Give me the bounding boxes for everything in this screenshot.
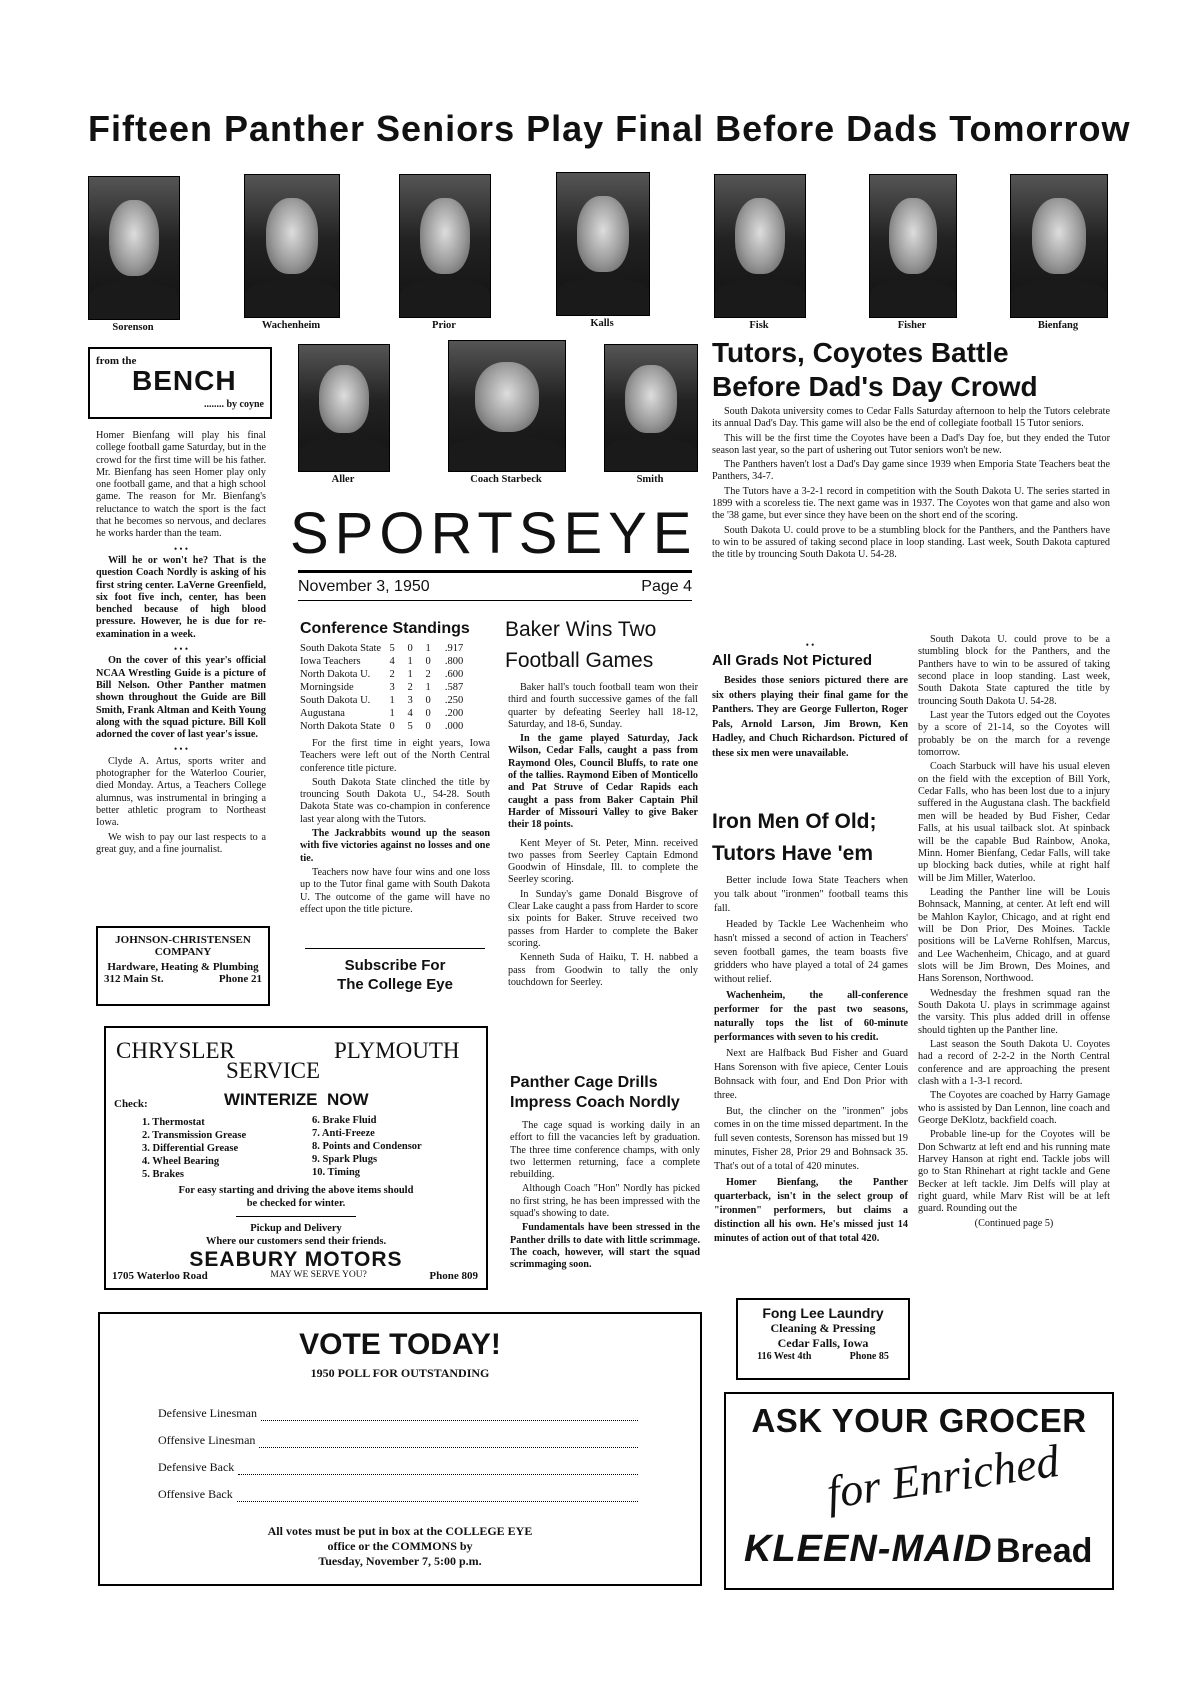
- chrysler-pickup-block: [106, 1222, 486, 1248]
- player-photo-fisher: [869, 174, 955, 331]
- standings-cell: 5: [407, 721, 413, 732]
- checklist-item: 9. Spark Plugs: [312, 1154, 378, 1165]
- standings-cell: 3: [389, 682, 395, 693]
- photo-caption: Bienfang: [1037, 320, 1079, 331]
- baker-p3: Kent Meyer of St. Peter, Minn. received two passes from Seerley Captain Edmond Goodwin of Hinsdale, Ill. to complete the Seerley scoring.: [508, 837, 698, 886]
- standings-cell: 0: [425, 721, 431, 732]
- iron-headline: [712, 806, 876, 870]
- masthead-rule-2: [298, 600, 692, 601]
- portrait-image: [556, 172, 650, 316]
- chrysler-note2: be checked for winter.: [246, 1198, 346, 1209]
- fong-lee-laundry-ad: [736, 1298, 910, 1380]
- cage-p1: The cage squad is working daily in an effort to fill the vacancies left by graduation. The three time conference champs, with only two lettermen returning, face a complete rebuilding.: [510, 1120, 700, 1181]
- photo-caption: Aller: [331, 474, 355, 485]
- team-name: North Dakota State: [300, 721, 382, 732]
- ballot-label: Defensive Linesman: [158, 1406, 257, 1420]
- vote-foot1: All votes must be put in box at the COLLEGE EYE: [267, 1524, 533, 1538]
- standings-cell: 1: [425, 643, 431, 654]
- photo-caption: Kalls: [590, 318, 614, 329]
- baker-title1: Baker Wins Two: [505, 618, 657, 641]
- chrysler-left: CHRYSLER: [116, 1038, 235, 1063]
- masthead-dateline: [298, 578, 692, 596]
- tutors-p2: This will be the first time the Coyotes have been a Dad's Day foe, but they ended the Tutor season last year, so the part of ushering out Tutor seniors won't be new.: [712, 432, 1110, 456]
- grocer-bread: Bread: [996, 1532, 1093, 1570]
- baker-p1: Baker hall's touch football team won their third and fourth successive games of the fall quarter by defeating Seerley hall 18-12, Saturday, and 18-6, Sunday.: [508, 682, 698, 730]
- chrysler-check: Check:: [114, 1098, 148, 1110]
- checklist-item: 10. Timing: [312, 1167, 361, 1178]
- photo-caption: Sorenson: [112, 322, 154, 333]
- bench-sep-3: • • •: [174, 744, 188, 755]
- subscribe-line2: The College Eye: [337, 976, 453, 993]
- seabury-motors: SEABURY MOTORS: [189, 1248, 403, 1271]
- masthead-title-wrap: [290, 500, 698, 567]
- iron-title1: Iron Men Of Old;: [712, 810, 877, 833]
- standings-row: [298, 681, 471, 694]
- checklist-item: 3. Differential Grease: [142, 1143, 239, 1154]
- ballot-entry[interactable]: [158, 1475, 638, 1502]
- masthead-page: Page 4: [641, 578, 692, 595]
- baker-p4: In Sunday's game Donald Bisgrove of Clear Lake caught a pass from Harder to score six points for Baker. Struve received two passes from Harder to complete the Baker scoring.: [508, 888, 698, 949]
- chrysler-where: Where our customers send their friends.: [205, 1236, 387, 1247]
- fong-addr: 116 West 4th: [757, 1351, 812, 1362]
- baker-headline: [505, 614, 656, 676]
- chrysler-checklist-right: [312, 1114, 422, 1179]
- portrait-image: [399, 174, 491, 318]
- right-p1: South Dakota U. could prove to be a stumbling block for the Panthers, and the Panthers have to win to be assured of taking second place in loop standing. Last week, South Dakota State captured the title by trouncing South Dakota U. 54-28.: [918, 634, 1110, 707]
- photo-caption: Wachenheim: [261, 320, 321, 331]
- photo-caption: Smith: [636, 474, 664, 485]
- chrysler-note: [106, 1184, 486, 1210]
- baker-p2: In the game played Saturday, Jack Wilson, Cedar Falls, caught a pass from Raymond Oles, Council Bluffs, to rate one of the tallies. Raymond Eiben of Monticello and Pat Struve of Cedar Rapids each caught a pass from Baker Captain Phil Harder of Missouri Valley to give Baker their 18 points.: [508, 733, 698, 831]
- standings-cell: 0: [389, 721, 395, 732]
- checklist-item: 1. Thermostat: [142, 1117, 205, 1128]
- fong-line: Cleaning & Pressing: [770, 1321, 876, 1335]
- player-photo-prior: [399, 174, 489, 331]
- checklist-item: 4. Wheel Bearing: [142, 1156, 220, 1167]
- photo-caption: Prior: [432, 320, 456, 331]
- tutors-title1: Tutors, Coyotes Battle: [712, 337, 1009, 368]
- right-p4: Leading the Panther line will be Louis Bohnsack, Manning, at center. At left end will be Mahlon Kaylor, Chicago, and at right end will be Don Prior, Des Moines. Tackle positions will be LaVerne Rohlfsen, Marcus, and Lee Wachenheim, Chicago, and at guard slots will be Jim Brown, Des Moines, and Hans Sorenson, Northwood.: [918, 886, 1110, 985]
- vote-footer: [100, 1524, 700, 1569]
- standings-cell: 1: [389, 708, 395, 719]
- photo-caption: Fisk: [749, 320, 769, 331]
- johnson-line: Hardware, Heating & Plumbing: [107, 961, 259, 973]
- photo-caption: Coach Starbeck: [470, 474, 542, 485]
- bench-p1: Homer Bienfang will play his final college football game Saturday, but in the crowd for the first time will be his father. Mr. Bienfang has seen Homer play only one football game, and that a high school game. The reason for Mr. Bienfang's reluctance to watch the sport is the fact that he becomes so nervous, and declares he works harder than the team.: [96, 430, 266, 540]
- standings-cell: 0: [407, 643, 413, 654]
- bench-from: from the: [96, 355, 137, 367]
- checklist-item: 6. Brake Fluid: [312, 1115, 377, 1126]
- cage-title1: Panther Cage Drills: [510, 1074, 658, 1091]
- iron-p2: Headed by Tackle Lee Wachenheim who hasn't missed a second of action in Teachers' seven football games, the team boasts five gridders who have played a total of 24 games without relief.: [714, 918, 908, 986]
- player-photo-coach-starbeck: [448, 340, 564, 485]
- player-photo-kalls: [556, 172, 648, 329]
- bench-sep-2: • • •: [174, 644, 188, 655]
- checklist-item: 2. Transmission Grease: [142, 1130, 247, 1141]
- johnson-phone: Phone 21: [218, 973, 262, 985]
- standings-cell: 1: [389, 695, 395, 706]
- johnson-addr: 312 Main St.: [104, 973, 164, 985]
- masthead-title: SPORTS EYE: [290, 501, 698, 566]
- iron-column: [714, 874, 908, 1248]
- standings-cell: .587: [444, 682, 464, 693]
- bench-header-box: [88, 347, 272, 419]
- standings-row: [298, 720, 471, 733]
- player-photo-fisk: [714, 174, 804, 331]
- team-name: South Dakota U.: [300, 695, 371, 706]
- chrysler-footer: [112, 1270, 478, 1282]
- johnson-christensen-ad: [96, 926, 270, 1006]
- iron-p6: Homer Bienfang, the Panther quarterback, isn't in the select group of "ironmen" performers, but claims a distinction all his own. He's missed just 14 minutes of action out of that total 420.: [714, 1177, 908, 1244]
- iron-p1: Better include Iowa State Teachers when you talk about "ironmen" football teams this fall.: [714, 875, 908, 914]
- kleen-maid-bread-ad: [724, 1392, 1114, 1590]
- subscribe-rule: [305, 948, 485, 949]
- grocer-line1: ASK YOUR GROCER: [751, 1402, 1087, 1439]
- team-name: Augustana: [300, 708, 345, 719]
- cage-p3: Fundamentals have been stressed in the Panther drills to date with little scrimmage. The coach, however, will start the squad scrimmaging soon.: [510, 1222, 700, 1271]
- portrait-image: [244, 174, 340, 318]
- standings-cell: 1: [407, 669, 413, 680]
- baker-title2: Football Games: [505, 649, 654, 672]
- portrait-image: [714, 174, 806, 318]
- vote-foot3: Tuesday, November 7, 5:00 p.m.: [318, 1554, 482, 1568]
- masthead-date: November 3, 1950: [298, 578, 430, 595]
- right-continued: (Continued page 5): [974, 1217, 1054, 1229]
- tutors-headline: [712, 336, 1038, 404]
- team-name: Morningside: [300, 682, 354, 693]
- ballot-entry[interactable]: [158, 1394, 638, 1421]
- tutors-p5: South Dakota U. could prove to be a stumbling block for the Panthers, and the Panthers have to win to be assured of taking second place in loop standing. Last week, South Dakota captured the title by trouncing South Dakota U. 54-28.: [712, 524, 1110, 561]
- tutors-lead: [712, 406, 1110, 564]
- baker-column: [508, 682, 698, 991]
- standings-text: [300, 738, 490, 918]
- checklist-item: 5. Brakes: [142, 1169, 184, 1180]
- player-photo-smith: [604, 344, 696, 485]
- bench-sep-1: • • •: [174, 543, 188, 554]
- standings-cell: 2: [407, 682, 413, 693]
- iron-p5: But, the clincher on the "ironmen" jobs comes in on the time missed department. In the full seven contests, Sorenson has missed but 19 minutes, Fisher 28, Prior 29 and Bohnsack 35. That's out of a total of 420 minutes.: [714, 1105, 908, 1173]
- cage-column: [510, 1120, 700, 1274]
- ballot-write-in-line[interactable]: [259, 1436, 638, 1448]
- cage-title2: Impress Coach Nordly: [510, 1094, 680, 1111]
- portrait-image: [448, 340, 566, 472]
- chrysler-service-ad: [104, 1026, 488, 1290]
- standings-cell: 3: [407, 695, 413, 706]
- standings-cell: .600: [444, 669, 464, 680]
- johnson-name2: COMPANY: [154, 946, 212, 958]
- standings-cell: 2: [425, 669, 431, 680]
- standings-p3: The Jackrabbits wound up the season with five victories against no losses and one tie.: [300, 828, 490, 864]
- player-photo-wachenheim: [244, 174, 338, 331]
- chrysler-rule: [236, 1216, 356, 1217]
- standings-cell: 0: [425, 656, 431, 667]
- player-photo-bienfang: [1010, 174, 1106, 331]
- subscribe-line1: Subscribe For: [344, 957, 446, 974]
- tutors-p1: South Dakota university comes to Cedar Falls Saturday afternoon to help the Tutors celebrate its annual Dad's Day. This game will also be the end of collegiate football 15 Tutor seniors.: [712, 406, 1110, 430]
- photo-caption: Fisher: [897, 320, 927, 331]
- team-name: South Dakota State: [300, 643, 382, 654]
- standings-cell: 4: [407, 708, 413, 719]
- team-name: North Dakota U.: [300, 669, 371, 680]
- chrysler-addr: 1705 Waterloo Road: [112, 1270, 208, 1282]
- grads-sep: • •: [805, 640, 815, 650]
- grads-title: All Grads Not Pictured: [712, 652, 873, 669]
- bench-p3: On the cover of this year's official NCAA Wrestling Guide is a picture of Bill Nelson. Other Panther matmen shown throughout the Guide are Bill Smith, Frank Altman and Keith Young along with the squad picture. Bill Koll adorned the cover of last year's issue.: [96, 655, 266, 741]
- bench-p5: We wish to pay our last respects to a great guy, and a fine journalist.: [96, 831, 266, 855]
- standings-cell: .000: [444, 721, 464, 732]
- ballot-label: Offensive Back: [158, 1487, 233, 1501]
- grocer-line2: for Enriched: [823, 1434, 1063, 1519]
- subscribe-box: [300, 956, 490, 994]
- standings-p2: South Dakota State clinched the title by trouncing South Dakota U., 54-28. South Dakota State was co-champion in conference last year along with the Tutors.: [300, 776, 490, 825]
- grads-p1: Besides those seniors pictured there are six others playing their final game for the Panthers. They are George Fullerton, Roger Pals, Arnold Larson, Jim Brown, Ken Hadley, and Chuch Richardson. Pictured of these six men were unavailable.: [712, 675, 908, 759]
- right-p6: Last season the South Dakota U. Coyotes had a record of 2-2-2 in the North Central conference and are approaching the present clash with a 1-3-1 record.: [918, 1039, 1110, 1088]
- right-p2: Last year the Tutors edged out the Coyotes by a score of 21-14, so the Coyotes will probably be on the march for a revenge tomorrow.: [918, 710, 1110, 759]
- chrysler-winterize: WINTERIZE NOW: [224, 1090, 369, 1109]
- standings-row: [298, 707, 471, 720]
- vote-subtitle: 1950 POLL FOR OUTSTANDING: [310, 1366, 490, 1380]
- standings-cell: 1: [425, 682, 431, 693]
- vote-ballot: [98, 1312, 702, 1586]
- chrysler-note1: For easy starting and driving the above items should: [178, 1185, 414, 1196]
- standings-cell: 2: [389, 669, 395, 680]
- standings-table: [298, 642, 471, 733]
- standings-row: [298, 694, 471, 707]
- bench-p2: Will he or won't he? That is the question Coach Nordly is asking of his first string center. LaVerne Greenfield, six foot five inch, center, has been benched because of high blood pressure. However, he is due for re-examination in a week.: [96, 554, 266, 640]
- player-photo-aller: [298, 344, 388, 485]
- ballot-label: Offensive Linesman: [158, 1433, 256, 1447]
- tutors-continued-column: [918, 634, 1110, 1230]
- standings-cell: 0: [425, 695, 431, 706]
- iron-p4: Next are Halfback Bud Fisher and Guard Hans Sorenson with five apiece, Center Louis Bohnsack with four, and End Don Prior with three.: [714, 1047, 908, 1101]
- right-p5: Wednesday the freshmen squad ran the South Dakota U. plays in scrimmage against the varsity. This plus added drill in offense should tighten up the Panther line.: [918, 987, 1110, 1036]
- vote-title: VOTE TODAY!: [299, 1328, 501, 1361]
- tutors-p3: The Panthers haven't lost a Dad's Day game since 1939 when Emporia State Teachers beat the Panthers, 34-7.: [712, 459, 1110, 483]
- standings-cell: .250: [444, 695, 464, 706]
- vote-lines: [158, 1394, 638, 1502]
- vote-foot2: office or the COMMONS by: [327, 1539, 473, 1553]
- johnson-name1: JOHNSON-CHRISTENSEN: [115, 934, 251, 946]
- right-p3: Coach Starbuck will have his usual eleven on the field with the exception of Bill York, Cedar Falls, who has been lost due to a injury suffered in the Augustana clash. The backfield men will be headed by Bud Fisher, Cedar Falls, at his usual tailback slot. At spinback will be the capable Bud Rainbow, Anoka, Minn. Homer Bienfang, Cedar Falls, will take up blocking back duties, while at right half will be Jim Miller, Waterloo.: [918, 761, 1110, 884]
- fong-phone: Phone 85: [849, 1351, 889, 1362]
- portrait-image: [604, 344, 698, 472]
- bench-byline: ........ by coyne: [204, 399, 264, 410]
- ballot-entry[interactable]: [158, 1448, 638, 1475]
- page-headline: Fifteen Panther Seniors Play Final Before Dads Tomorrow: [88, 108, 1131, 149]
- chrysler-right: PLYMOUTH: [334, 1038, 460, 1063]
- grads-column: [712, 674, 908, 763]
- standings-cell: 0: [425, 708, 431, 719]
- standings-cell: 5: [389, 643, 395, 654]
- cage-headline: [510, 1073, 680, 1113]
- standings-p1: For the first time in eight years, Iowa Teachers were left out of the North Central conference title picture.: [300, 738, 490, 774]
- portrait-image: [298, 344, 390, 472]
- checklist-item: 7. Anti-Freeze: [312, 1128, 375, 1139]
- bench-p4: Clyde A. Artus, sports writer and photographer for the Waterloo Courier, died Monday. Artus, a Teachers College alumnus, was instrumental in bringing a better athletic program to Northeast Iowa.: [96, 755, 266, 829]
- fong-city: Cedar Falls, Iowa: [777, 1336, 869, 1350]
- cage-p2: Although Coach "Hon" Nordly has picked no first string, he has been impressed with the squad's showing to date.: [510, 1183, 700, 1220]
- right-p7: The Coyotes are coached by Harry Gamage who is assisted by Dan Lennon, line coach and George DeKlotz, backfield coach.: [918, 1090, 1110, 1127]
- chrysler-phone: Phone 809: [429, 1270, 478, 1282]
- standings-cell: 1: [407, 656, 413, 667]
- portrait-image: [869, 174, 957, 318]
- ballot-write-in-line[interactable]: [237, 1490, 638, 1502]
- bench-title: BENCH: [132, 365, 237, 396]
- ballot-write-in-line[interactable]: [238, 1463, 638, 1475]
- chrysler-pickup: Pickup and Delivery: [250, 1223, 342, 1234]
- standings-row: [298, 642, 471, 655]
- iron-title2: Tutors Have 'em: [712, 842, 873, 865]
- tutors-p4: The Tutors have a 3-2-1 record in competition with the South Dakota U. The series started in 1899 with a scoreless tie. The next game was in 1937. The Coyotes won that game and also won the '38 game, but ever since they have been on the short end of the scoring.: [712, 485, 1110, 522]
- portrait-image: [88, 176, 180, 320]
- portrait-image: [1010, 174, 1108, 318]
- standings-p4: Teachers now have four wins and one loss up to the Tutor final game with South Dakota U. The outcome of the game will have no effect upon the title picture.: [300, 866, 490, 915]
- grocer-brand: KLEEN-MAID: [744, 1528, 993, 1570]
- bench-column: [96, 430, 266, 858]
- standings-cell: .917: [444, 643, 464, 654]
- team-name: Iowa Teachers: [300, 656, 361, 667]
- chrysler-checklist-left: [142, 1116, 246, 1181]
- standings-cell: 4: [389, 656, 395, 667]
- standings-row: [298, 668, 471, 681]
- standings-row: [298, 655, 471, 668]
- right-p8: Probable line-up for the Coyotes will be Don Schwartz at left end and his running mate Harvey Hanson at right end. Tackle jobs will go to Stan Rhinehart at right tackle and Gene Becker at left tackle. Jim Delfs will play at right guard, while Marv Rist will be at left guard. Rounding out the: [918, 1129, 1110, 1215]
- standings-title: Conference Standings: [300, 620, 470, 637]
- chrysler-serve: MAY WE SERVE YOU?: [270, 1270, 367, 1280]
- checklist-item: 8. Points and Condensor: [312, 1141, 422, 1152]
- player-photo-sorenson: [88, 176, 178, 333]
- fong-name: Fong Lee Laundry: [762, 1305, 884, 1321]
- ballot-entry[interactable]: [158, 1421, 638, 1448]
- standings-cell: .800: [444, 656, 464, 667]
- standings-cell: .200: [444, 708, 464, 719]
- masthead-rule: [298, 570, 692, 573]
- chrysler-mid: SERVICE: [226, 1058, 320, 1083]
- baker-p5: Kenneth Suda of Haiku, T. H. nabbed a pass from Goodwin to tally the only touchdown for Seerley.: [508, 952, 698, 988]
- ballot-label: Defensive Back: [158, 1460, 235, 1474]
- iron-p3: Wachenheim, the all-conference performer for the past two seasons, naturally tops the list of 60-minute performances with seven to his credit.: [714, 990, 908, 1043]
- ballot-write-in-line[interactable]: [261, 1409, 638, 1421]
- tutors-title2: Before Dad's Day Crowd: [712, 371, 1038, 402]
